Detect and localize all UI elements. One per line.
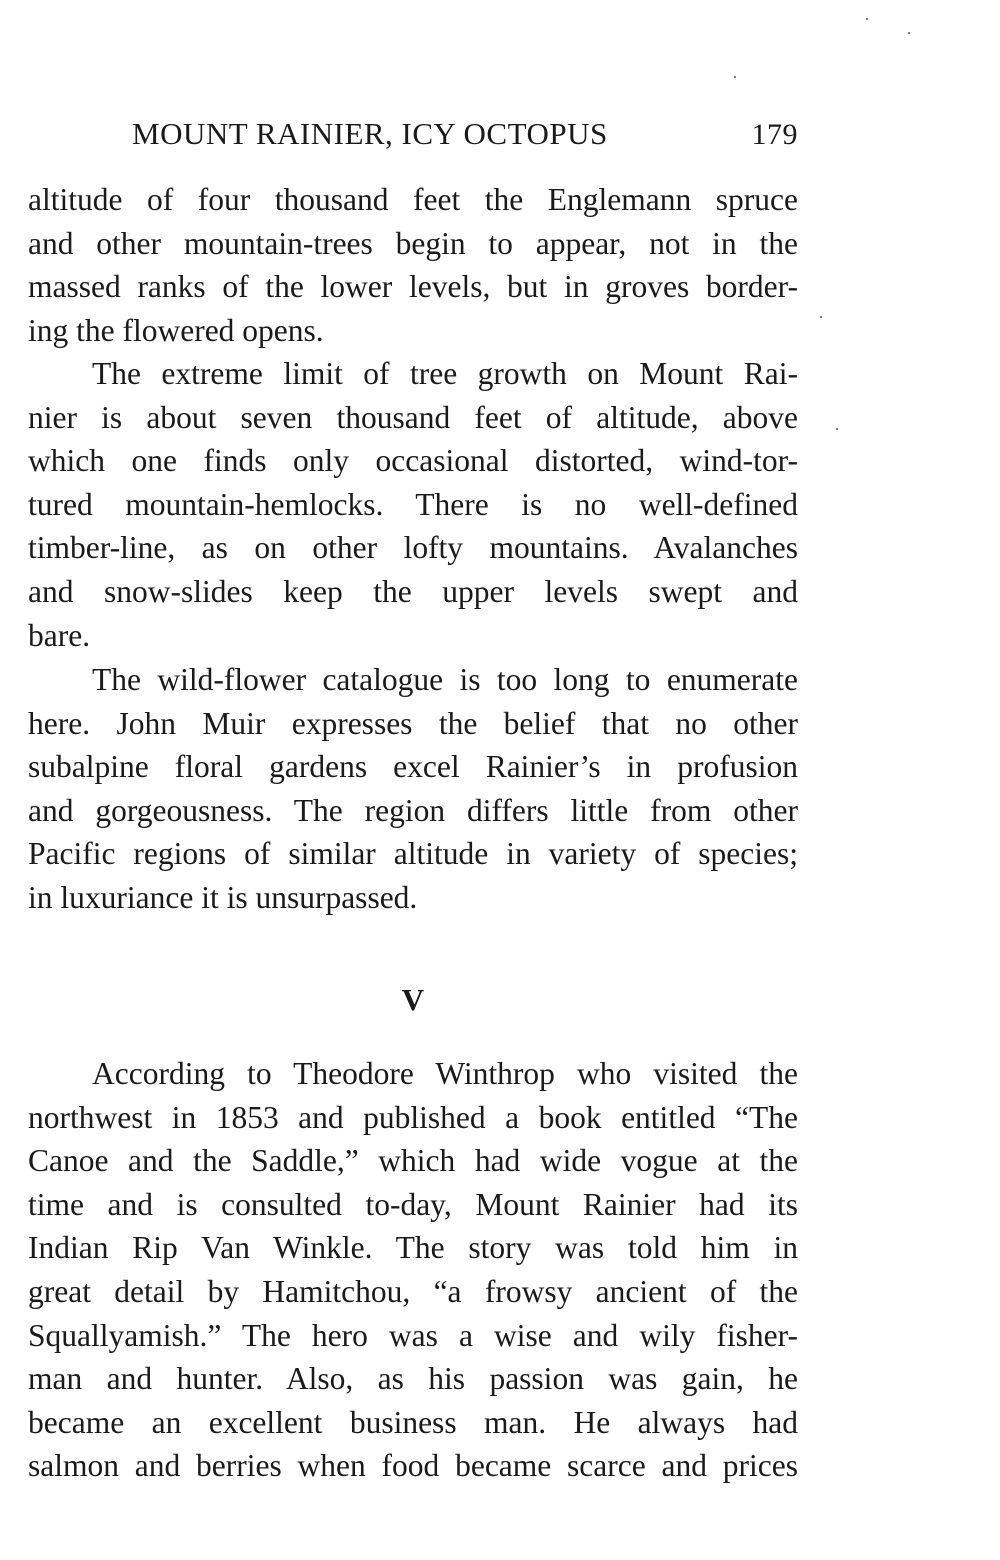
paragraph-wild-flowers: [28, 658, 798, 920]
text-line: which one finds only occasional distorted, wind-tor-: [28, 443, 798, 479]
text-line: time and is consulted to-day, Mount Rainier had its: [28, 1186, 798, 1222]
scan-speck: [820, 316, 822, 318]
text-line: The extreme limit of tree growth on Mount Rai-: [92, 356, 798, 391]
text-line: became an excellent business man. He always had: [28, 1404, 798, 1440]
text-line: in luxuriance it is unsurpassed.: [28, 879, 418, 915]
scan-speck: [866, 18, 868, 20]
text-line: altitude of four thousand feet the Englemann spruce: [28, 182, 798, 217]
running-title: MOUNT RAINIER, ICY OCTOPUS: [132, 116, 608, 151]
text-line: northwest in 1853 and published a book entitled “The: [28, 1099, 798, 1135]
text-line: and gorgeousness. The region differs little from other: [28, 792, 798, 828]
text-line: massed ranks of the lower levels, but in groves border-: [28, 269, 798, 305]
text-line: subalpine floral gardens excel Rainier’s in profusion: [28, 749, 798, 785]
scan-speck: [908, 32, 910, 34]
page-number: 179: [751, 118, 798, 151]
text-line: bare.: [28, 617, 91, 653]
text-line: man and hunter. Also, as his passion was gain, he: [28, 1361, 798, 1397]
text-line: Pacific regions of similar altitude in variety of species;: [28, 836, 798, 872]
text-line: nier is about seven thousand feet of altitude, above: [28, 399, 798, 435]
text-line: here. John Muir expresses the belief that no other: [28, 705, 798, 741]
text-line: salmon and berries when food became scarce and prices: [28, 1448, 798, 1484]
text-line: Squallyamish.” The hero was a wise and wily fisher-: [28, 1317, 798, 1353]
running-head: [28, 116, 798, 160]
text-line: Indian Rip Van Winkle. The story was told him in: [28, 1230, 798, 1266]
text-line: ing the flowered opens.: [28, 312, 324, 348]
scan-speck: [836, 428, 838, 430]
text-line: great detail by Hamitchou, “a frowsy ancient of the: [28, 1273, 798, 1309]
paragraph-tree-limit: [28, 352, 798, 657]
text-line: timber-line, as on other lofty mountains. Avalanches: [28, 530, 798, 566]
text-line: and other mountain-trees begin to appear, not in the: [28, 225, 798, 261]
text-line: Canoe and the Saddle,” which had wide vogue at the: [28, 1143, 798, 1179]
scan-speck: [734, 76, 736, 78]
section-heading: V: [401, 982, 425, 1017]
text-line: The wild-flower catalogue is too long to enumerate: [92, 662, 798, 697]
text-line: According to Theodore Winthrop who visited the: [92, 1056, 798, 1091]
paragraph-winthrop: [28, 1052, 798, 1488]
text-line: and snow-slides keep the upper levels swept and: [28, 573, 798, 609]
text-line: tured mountain-hemlocks. There is no well-defined: [28, 486, 798, 522]
paragraph-continued: [28, 178, 798, 352]
